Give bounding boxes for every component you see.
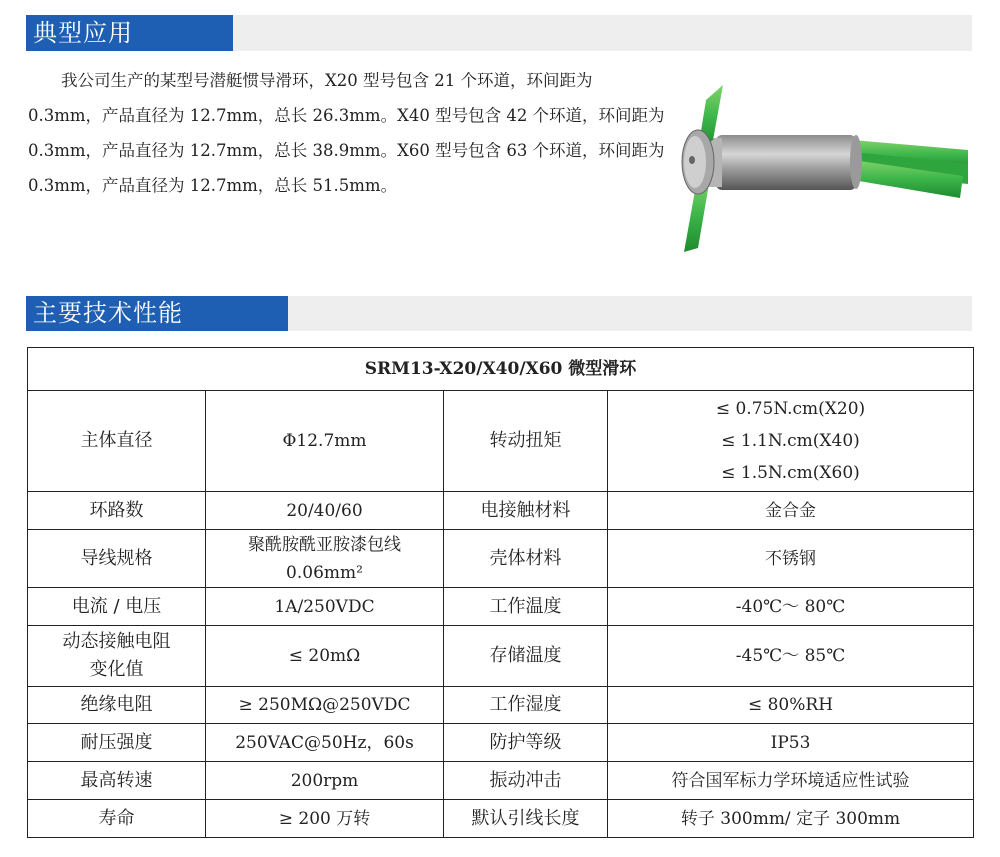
spec-label xyxy=(444,762,608,800)
cell-line: 防护等级 xyxy=(489,731,562,753)
cell-line: 转子 300mm/ 定子 300mm xyxy=(680,808,901,829)
section-band-applications xyxy=(26,15,972,51)
cell-line: 动态接触电阻 xyxy=(62,630,171,652)
spec-row xyxy=(28,492,974,530)
spec-label xyxy=(444,530,608,588)
spec-label xyxy=(28,588,206,626)
spec-value xyxy=(206,762,444,800)
cell-line: ≤ 1.1N.cm(X40) xyxy=(721,431,860,452)
cell-line: 转动扭矩 xyxy=(489,430,562,452)
cell-line: 聚酰胺酰亚胺漆包线 xyxy=(248,534,401,555)
spec-value xyxy=(608,762,974,800)
cell-line: ≤ 20mΩ xyxy=(288,645,361,666)
cell-line: 变化值 xyxy=(89,658,144,680)
cell-line: 0.06mm² xyxy=(286,562,363,583)
spec-row xyxy=(28,724,974,762)
cell-line: 电流 / 电压 xyxy=(71,595,162,617)
cell-line: ≤ 80%RH xyxy=(747,694,834,715)
spec-label xyxy=(28,762,206,800)
cell-line: 环路数 xyxy=(89,499,144,521)
spec-label xyxy=(444,724,608,762)
cell-line: 主体直径 xyxy=(80,430,153,452)
spec-row xyxy=(28,686,974,724)
cell-line: ≥ 250MΩ@250VDC xyxy=(238,694,411,715)
cell-line: 存储温度 xyxy=(489,644,562,666)
spec-value xyxy=(608,492,974,530)
spec-value xyxy=(206,800,444,838)
spec-label xyxy=(444,800,608,838)
spec-value xyxy=(608,686,974,724)
cell-line: -40℃～ 80℃ xyxy=(735,596,846,617)
cell-line: 寿命 xyxy=(98,807,135,829)
intro-text xyxy=(28,63,668,203)
spec-label xyxy=(28,492,206,530)
spec-value xyxy=(608,390,974,491)
spec-label xyxy=(444,588,608,626)
cell-line: 工作湿度 xyxy=(489,693,562,715)
spec-row xyxy=(28,626,974,686)
spec-value xyxy=(608,588,974,626)
cell-line: 20/40/60 xyxy=(286,500,363,521)
cell-line: 250VAC@50Hz，60s xyxy=(235,732,414,753)
cell-line: IP53 xyxy=(770,732,811,753)
spec-label xyxy=(28,626,206,686)
cell-line: ≤ 1.5N.cm(X60) xyxy=(721,463,860,484)
spec-row xyxy=(28,390,974,491)
spec-row xyxy=(28,800,974,838)
spec-value xyxy=(608,800,974,838)
spec-value xyxy=(206,686,444,724)
cell-line: 绝缘电阻 xyxy=(80,693,153,715)
cell-line: 金合金 xyxy=(765,500,816,521)
cell-line: 1A/250VDC xyxy=(274,596,375,617)
cell-line: 工作温度 xyxy=(489,595,562,617)
section-title-applications: 典型应用 xyxy=(26,15,233,51)
cell-line: 导线规格 xyxy=(80,547,153,569)
spec-value xyxy=(608,724,974,762)
cell-line: Φ12.7mm xyxy=(282,431,367,452)
spec-label xyxy=(28,800,206,838)
spec-table-title: SRM13-X20/X40/X60 微型滑环 xyxy=(28,348,974,391)
cell-line: ≤ 0.75N.cm(X20) xyxy=(715,399,866,420)
cell-line: 200rpm xyxy=(290,770,359,791)
cell-line: 符合国军标力学环境适应性试验 xyxy=(671,770,910,791)
spec-label xyxy=(28,390,206,491)
spec-value xyxy=(206,530,444,588)
intro-paragraph: 我公司生产的某型号潜艇惯导滑环，X20 型号包含 21 个环道，环间距为 0.3mm，产品直径为 12.7mm，总长 26.3mm。X40 型号包含 42 个环道，环间距为 0.3mm，产品直径为 12.7mm，总长 38.9mm。X60 型号包含 63 个环道，环间距为 0.3mm，产品直径为 12.7mm，总长 51.5mm。 xyxy=(28,71,665,195)
cell-line: 耐压强度 xyxy=(80,731,153,753)
spec-value xyxy=(608,626,974,686)
spec-label xyxy=(444,686,608,724)
spec-value xyxy=(206,492,444,530)
spec-value xyxy=(206,390,444,491)
spec-table xyxy=(27,347,974,838)
spec-label xyxy=(28,686,206,724)
spec-label xyxy=(28,530,206,588)
spec-label xyxy=(28,724,206,762)
spec-row xyxy=(28,530,974,588)
spec-value xyxy=(206,724,444,762)
cell-line: 默认引线长度 xyxy=(471,807,580,829)
slip-ring-image xyxy=(668,80,968,255)
spec-label xyxy=(444,390,608,491)
cell-line: 不锈钢 xyxy=(765,548,816,569)
cell-line: ≥ 200 万转 xyxy=(278,808,371,829)
spec-row xyxy=(28,588,974,626)
cell-line: 振动冲击 xyxy=(489,769,562,791)
cell-line: 最高转速 xyxy=(80,769,153,791)
section-band-specs xyxy=(26,296,972,331)
cell-line: -45℃～ 85℃ xyxy=(735,645,846,666)
spec-value xyxy=(206,626,444,686)
section-title-specs: 主要技术性能 xyxy=(26,296,288,331)
spec-value xyxy=(608,530,974,588)
spec-row xyxy=(28,762,974,800)
spec-value xyxy=(206,588,444,626)
spec-label xyxy=(444,626,608,686)
cell-line: 电接触材料 xyxy=(480,499,571,521)
spec-label xyxy=(444,492,608,530)
cell-line: 壳体材料 xyxy=(489,547,562,569)
